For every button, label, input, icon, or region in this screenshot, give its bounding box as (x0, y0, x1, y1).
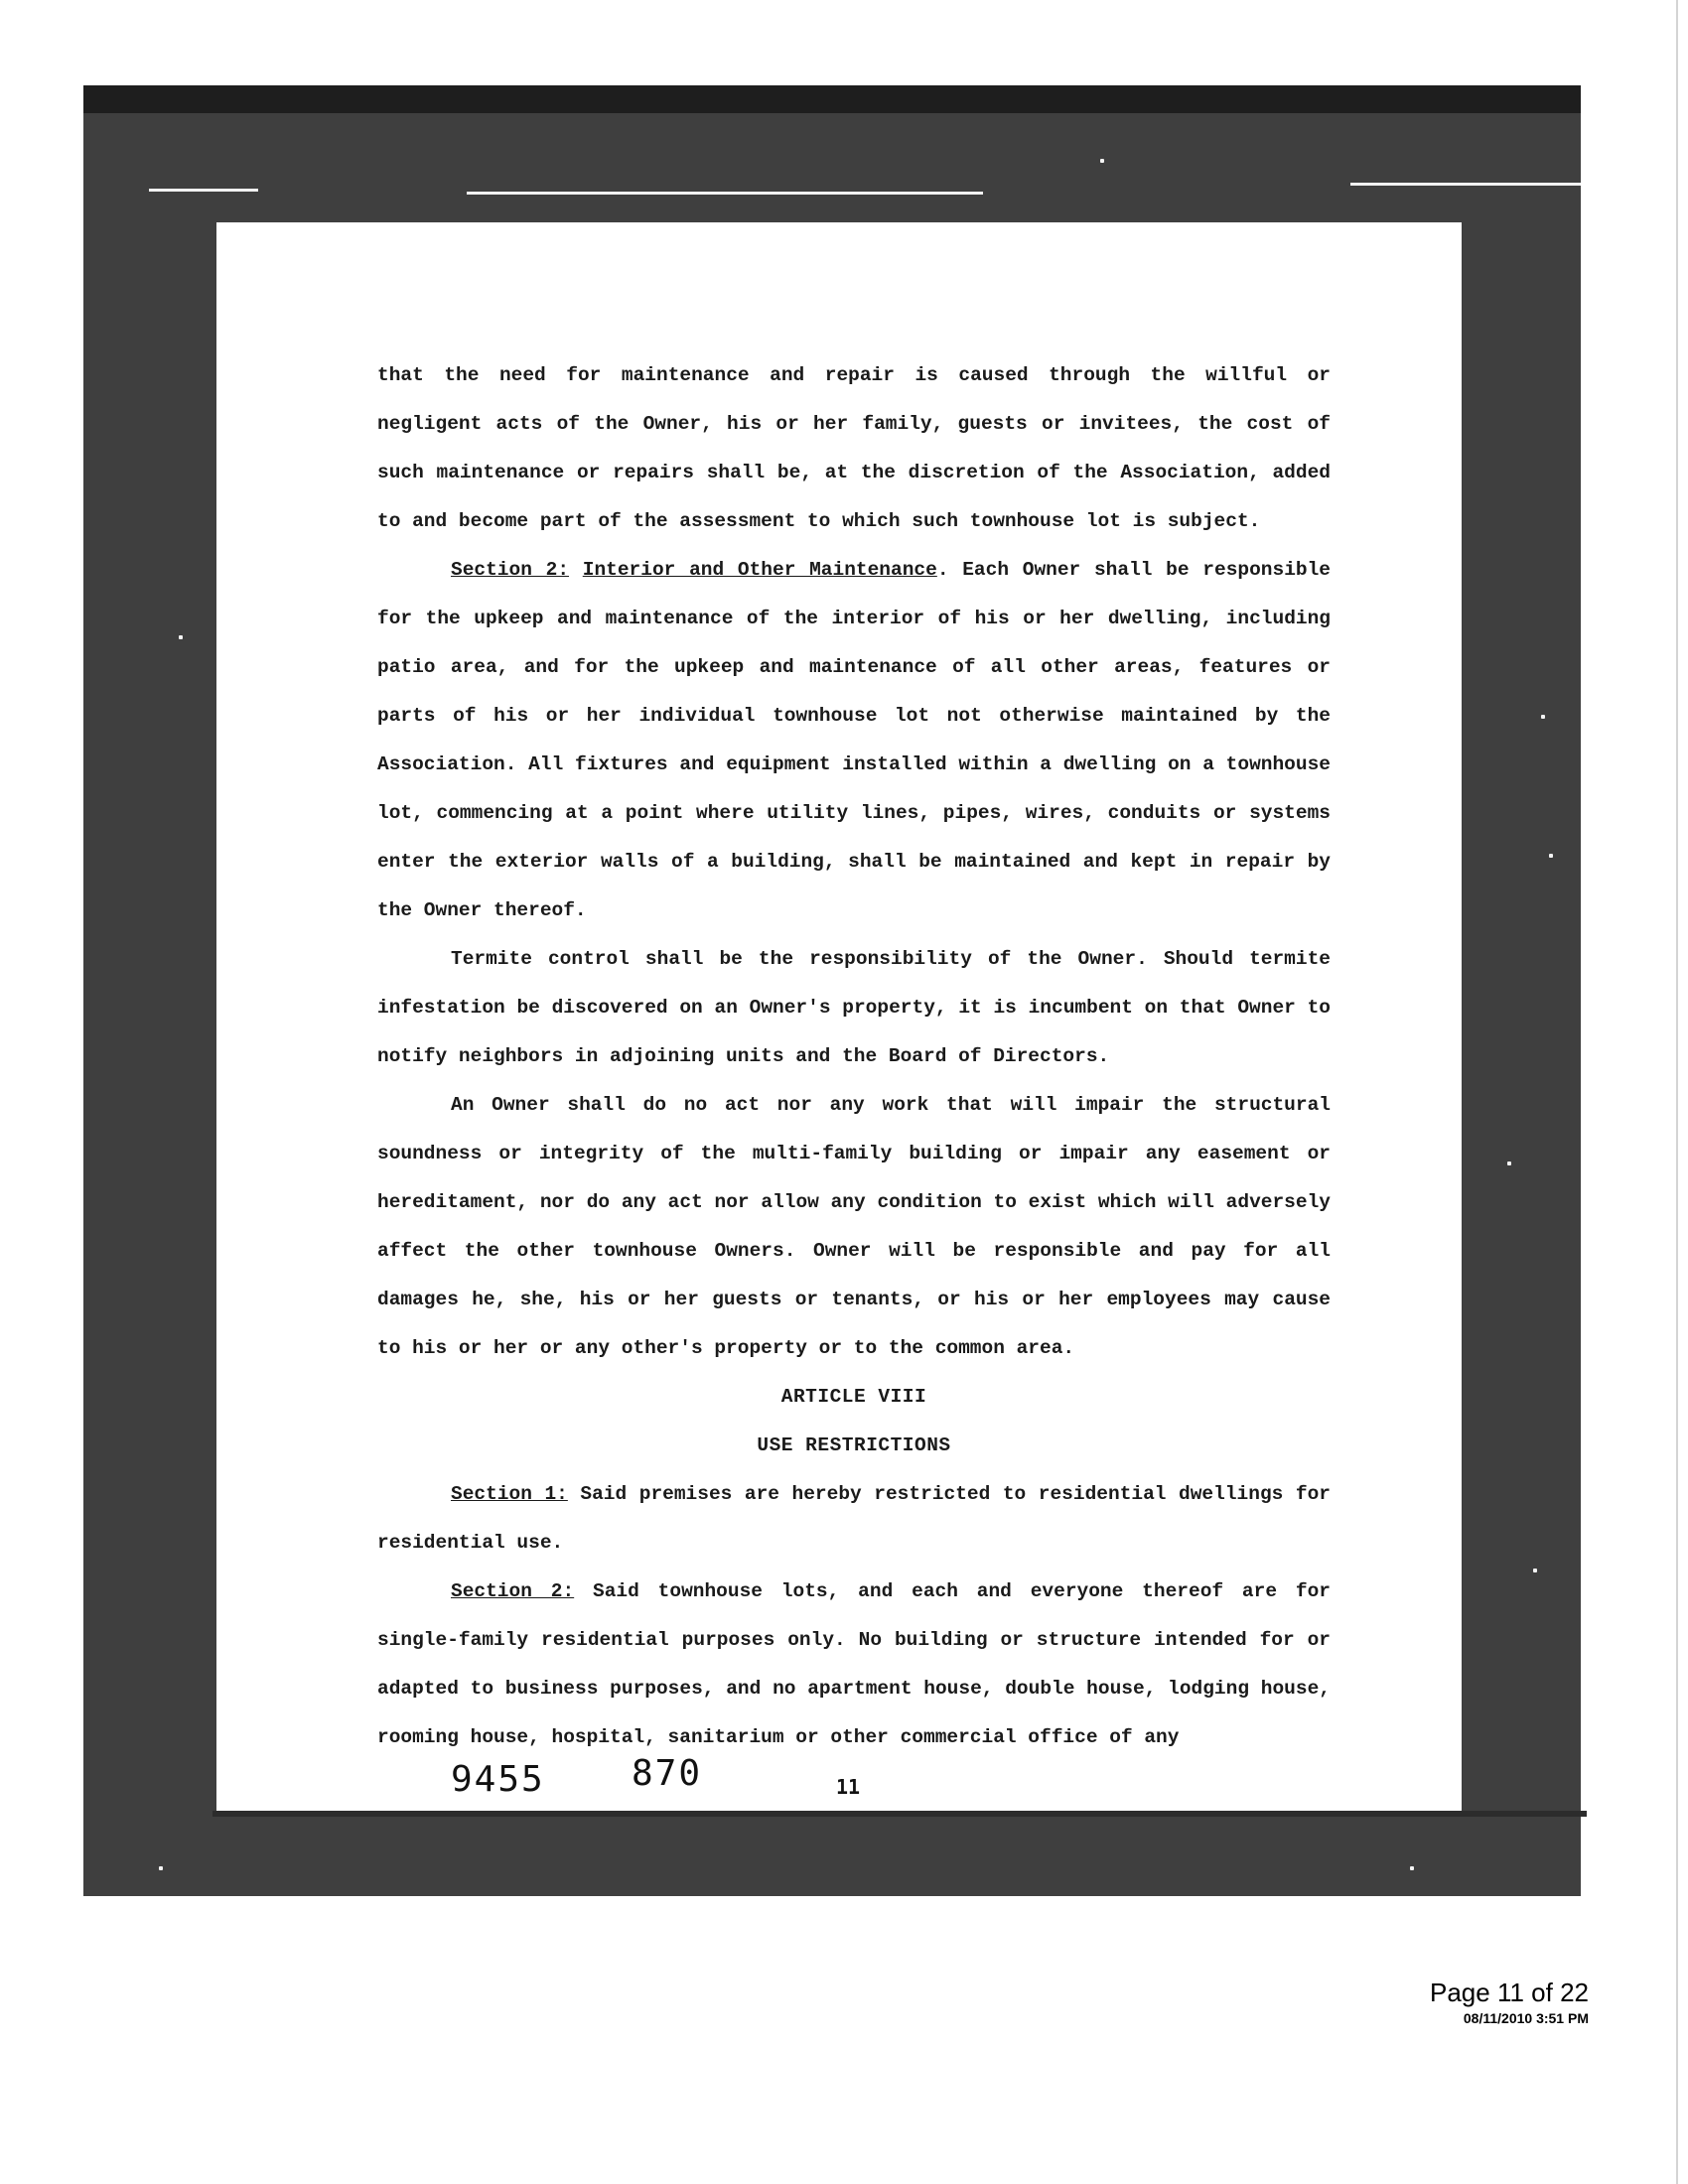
section-label: Section 1: (451, 1483, 568, 1505)
scan-speck (1410, 1866, 1414, 1870)
scan-speck (1541, 715, 1545, 719)
section-gap (569, 559, 583, 581)
paragraph-text: that the need for maintenance and repair is caused through the willful or negligent acts of the Owner, his or her family, guests or invitees, the cost of such maintenance or repairs shall be, at the discretion of the Association, added to and become part of the assessment to which such townhouse lot is subject. (377, 364, 1331, 532)
article-heading: ARTICLE VIII (780, 1386, 927, 1408)
paragraph-text: Termite control shall be the responsibility of the Owner. Should termite infestation be discovered on an Owner's property, it is incumbent on that Owner to notify neighbors in adjoining units and the Board of Directors. (377, 948, 1331, 1067)
article-subheading: USE RESTRICTIONS (757, 1434, 951, 1456)
document-body (377, 351, 1331, 1762)
paragraph-termite-control (377, 935, 1331, 1081)
scan-speck (1100, 159, 1104, 163)
page-count-label: Page 11 of 22 (1430, 1978, 1589, 2007)
paragraph-restriction-section-1 (377, 1470, 1331, 1568)
paragraph-text: An Owner shall do no act nor any work that will impair the structural soundness or integrity of the multi-family building or impair any easement or hereditament, nor do any act nor allow any condition to exist which will adversely affect the other townhouse Owners. Owner will be responsible and pay for all damages he, she, his or her guests or tenants, or his or her employees may cause to his or her or any other's property or to the common area. (377, 1094, 1331, 1359)
scan-speck (1533, 1569, 1537, 1572)
page-bottom-edge (212, 1811, 1587, 1817)
paragraph-text: . Each Owner shall be responsible for the upkeep and maintenance of the interior of his or her dwelling, including patio area, and for the upkeep and maintenance of all other areas, features or parts of his or her individual townhouse lot not otherwise maintained by the Association. All fixtures and equipment installed within a dwelling on a townhouse lot, commencing at a point where utility lines, pipes, wires, conduits or systems enter the exterior walls of a building, shall be maintained and kept in repair by the Owner thereof. (377, 559, 1332, 921)
paragraph-restriction-section-2 (377, 1568, 1331, 1762)
scan-speck (1507, 1161, 1511, 1165)
scan-speck (1549, 854, 1553, 858)
scan-speck (159, 1866, 163, 1870)
page-reference-number: 870 (632, 1753, 703, 1794)
print-stamp (1430, 1978, 1589, 2029)
paragraph-owner-obligations (377, 1081, 1331, 1373)
scan-streak (467, 192, 983, 195)
paragraph-maintenance-costs (377, 351, 1331, 546)
book-number: 9455 (451, 1759, 545, 1800)
page-edge-line (1676, 0, 1678, 2184)
paragraph-text: Said townhouse lots, and each and everyone thereof are for single-family residential purposes only. No building or structure intended for or adapted to business purposes, and no apartment house, double house, lodging house, rooming house, hospital, sanitarium or other commercial office of any (377, 1580, 1331, 1748)
scan-speck (179, 635, 183, 639)
scan-streak (149, 189, 258, 192)
paragraph-text: Said premises are hereby restricted to residential dwellings for residential use. (377, 1483, 1331, 1554)
section-title: Interior and Other Maintenance (582, 559, 937, 581)
paragraph-section-2-interior (377, 546, 1331, 935)
page-number: 11 (836, 1775, 861, 1799)
section-label: Section 2: (451, 1580, 575, 1602)
scanner-top-band (83, 85, 1581, 113)
section-label: Section 2: (451, 559, 570, 581)
print-timestamp: 08/11/2010 3:51 PM (1463, 2010, 1589, 2026)
scan-streak (1350, 183, 1581, 186)
